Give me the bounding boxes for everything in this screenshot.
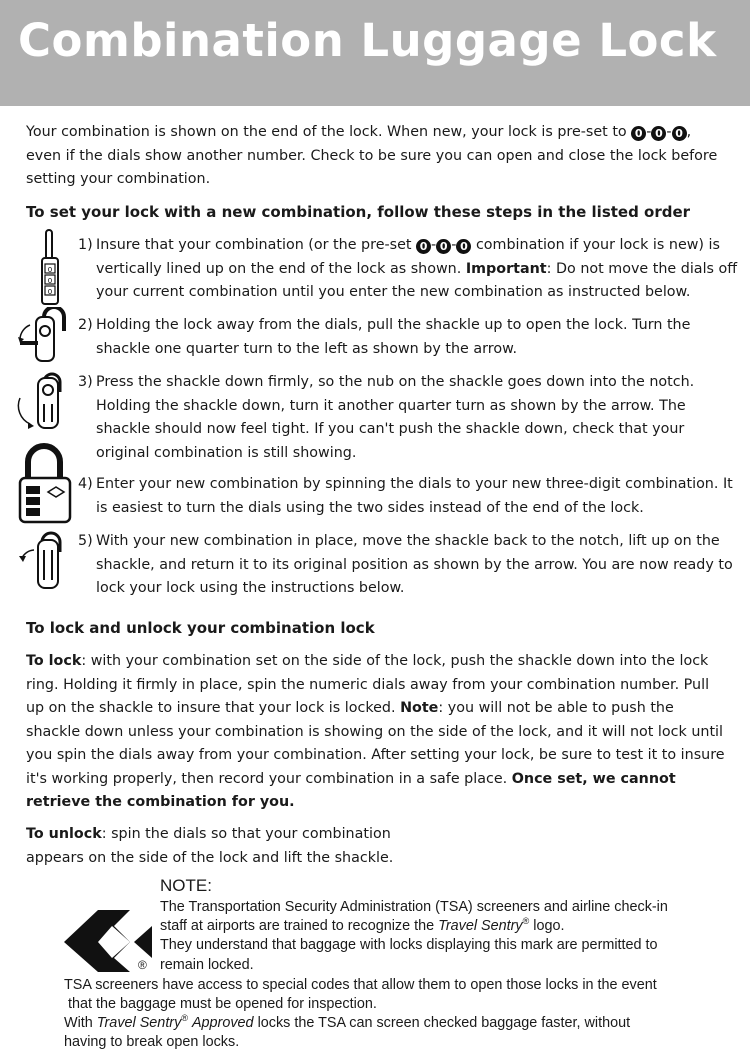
tsa-line-3: They understand that baggage with locks displaying this mark are permitted to — [160, 937, 658, 953]
step-4: 4) Enter your new combination by spinning the dials to your new three-digit combination. It is easiest to turn the dials using the two sides instead of the end of the lock. — [78, 476, 733, 516]
step-3: 3) Press the shackle down firmly, so the nub on the shackle goes down into the notch. Holding the shackle down, turn it another quarter turn as shown by the arrow. The shackle should now feel tight. If you can't push the shackle down, check that your original combination is still showing. — [78, 374, 695, 461]
combo-digit: 0 — [631, 126, 646, 141]
intro-paragraph: Your combination is shown on the end of the lock. When new, your lock is pre-set to 0 - 0 - 0 , even if the dials show another number. Check to be sure you can open and close the lock before setting your combination. — [26, 124, 718, 187]
tsa-note-label: NOTE: — [160, 876, 212, 895]
tsa-line-5: TSA screeners have access to special codes that allow them to open those locks in the event — [64, 977, 657, 993]
step-2: 2) Holding the lock away from the dials, pull the shackle up to open the lock. Turn the shackle one quarter turn to the left as shown by the arrow. — [78, 317, 691, 357]
lock-press-turn-illustration — [14, 368, 72, 438]
lock-unlock-heading: To lock and unlock your combination lock — [26, 619, 375, 637]
tsa-line-2: staff at airports are trained to recognize the Travel Sentry® logo. — [160, 916, 565, 934]
lock-dials-illustration — [34, 228, 68, 308]
dial-digit: 0 — [47, 266, 53, 274]
combo-digit: 0 — [436, 239, 451, 254]
dial-digit: 0 — [47, 277, 53, 285]
to-unlock-paragraph: To unlock: spin the dials so that your combination appears on the side of the lock and lift the shackle. — [26, 826, 394, 866]
page-title: Combination Luggage Lock — [18, 14, 717, 67]
combo-digit: 0 — [651, 126, 666, 141]
registered-mark: ® — [138, 958, 147, 972]
combo-digit: 0 — [456, 239, 471, 254]
tsa-line-7: With Travel Sentry® Approved locks the TSA can screen checked baggage faster, without — [64, 1013, 631, 1031]
lock-open-turn-illustration — [16, 307, 72, 367]
title-banner — [0, 0, 750, 106]
set-lock-heading: To set your lock with a new combination, follow these steps in the listed order — [26, 203, 691, 221]
dial-digit: 0 — [47, 288, 53, 296]
step-1: 1) Insure that your combination (or the pre-set 0 - 0 - 0 combination if your lock is new) is vertically lined up on the end of the lock as shown. Important: Do not move the dials off your current combination until you enter the new combination as instructed below. — [78, 237, 738, 300]
to-lock-paragraph: To lock: with your combination set on the side of the lock, push the shackle down into the lock ring. Holding it firmly in place, spin the numeric dials away from your combination number. Pull up on the shackle to insure that your lock is locked. Note: you will not be able to push the shackle down unless your combination is showing on the side of the lock, and it will not lock until you spin the dials away from your combination. After setting your lock, be sure to test it to insure it's working properly, then record your combination in a safe place. Once set, we cannot retrieve the combination for you. — [26, 653, 725, 810]
tsa-line-6: that the baggage must be opened for inspection. — [68, 996, 377, 1012]
combo-digit: 0 — [672, 126, 687, 141]
tsa-line-8: having to break open locks. — [64, 1034, 240, 1050]
tsa-line-4: remain locked. — [160, 957, 254, 973]
step-5: 5) With your new combination in place, move the shackle back to the notch, lift up on the shackle, and return it to its original position as shown by the arrow. You are now ready to lock your lock using the instructions below. — [78, 533, 733, 596]
combo-digit: 0 — [416, 239, 431, 254]
tsa-line-1: The Transportation Security Administration (TSA) screeners and airline check-in — [160, 899, 668, 915]
lock-return-shackle-illustration — [16, 530, 72, 594]
lock-enter-combination-illustration — [16, 442, 74, 526]
